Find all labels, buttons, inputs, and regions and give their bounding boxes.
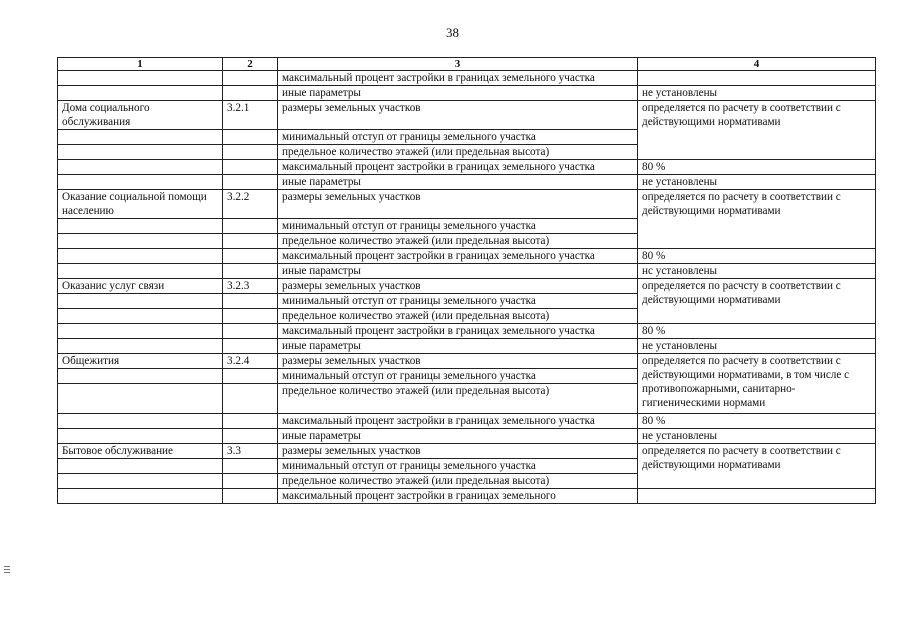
table-row: [58, 249, 876, 264]
cell-c1: [58, 384, 223, 414]
cell-c2: [223, 160, 278, 175]
cell-c3: иные параметры: [278, 429, 638, 444]
cell-c1: [58, 175, 223, 190]
table-row: [58, 429, 876, 444]
cell-c3: размеры земельных участков: [278, 444, 638, 459]
table-row: [58, 339, 876, 354]
cell-c3: размеры земельных участков: [278, 279, 638, 294]
cell-c2: 3.3: [223, 444, 278, 459]
cell-c4: определяется по расчету в соответствии с действующими нормативами, в том числе с противопожарными, санитарно-гигиеническими нормами: [638, 354, 876, 414]
cell-c2: [223, 219, 278, 234]
table-row: [58, 86, 876, 101]
cell-c2: [223, 459, 278, 474]
cell-c4: не установлены: [638, 175, 876, 190]
cell-c1: [58, 414, 223, 429]
cell-c2: [223, 369, 278, 384]
cell-c2: 3.2.2: [223, 190, 278, 219]
cell-c2: [223, 175, 278, 190]
column-header-1: 1: [58, 58, 223, 71]
cell-c3: предельное количество этажей (или предельная высота): [278, 234, 638, 249]
cell-c3: максимальный процент застройки в границах земельного участка: [278, 249, 638, 264]
table-row: [58, 264, 876, 279]
table-row: [58, 414, 876, 429]
cell-c4: 80 %: [638, 160, 876, 175]
cell-c3: минимальный отступ от границы земельного участка: [278, 219, 638, 234]
cell-c1: Общежития: [58, 354, 223, 369]
column-header-3: 3: [278, 58, 638, 71]
cell-c3: максимальный процент застройки в границах земельного: [278, 489, 638, 504]
cell-c1: [58, 71, 223, 86]
column-header-2: 2: [223, 58, 278, 71]
cell-c2: [223, 384, 278, 414]
cell-c3: максимальный процент застройки в границах земельного участка: [278, 324, 638, 339]
parameters-table: [57, 57, 876, 504]
cell-c2: [223, 309, 278, 324]
cell-c3: размеры земельных участков: [278, 101, 638, 130]
margin-mark: [4, 566, 10, 578]
cell-c2: [223, 414, 278, 429]
cell-c3: предельное количество этажей (или предельная высота): [278, 145, 638, 160]
cell-c1: [58, 249, 223, 264]
cell-c3: иные параметры: [278, 175, 638, 190]
cell-c1: [58, 324, 223, 339]
cell-c4: не установлены: [638, 429, 876, 444]
cell-c4: определяется по расчету в соответствии с действующими нормативами: [638, 101, 876, 160]
cell-c3: максимальный процент застройки в границах земельного участка: [278, 160, 638, 175]
cell-c2: [223, 489, 278, 504]
cell-c1: [58, 309, 223, 324]
cell-c1: [58, 234, 223, 249]
page-number: 38: [446, 25, 459, 40]
cell-c4: определяется по расчету в соответствии с действующими нормативами: [638, 444, 876, 489]
cell-c3: размеры земельных участков: [278, 354, 638, 369]
column-header-4: 4: [638, 58, 876, 71]
table-body: [58, 71, 876, 504]
table-row: [58, 444, 876, 459]
cell-c1: [58, 369, 223, 384]
cell-c2: [223, 429, 278, 444]
cell-c2: [223, 145, 278, 160]
cell-c2: [223, 71, 278, 86]
cell-c3: размеры земельных участков: [278, 190, 638, 219]
cell-c1: [58, 145, 223, 160]
cell-c2: [223, 130, 278, 145]
cell-c2: 3.2.1: [223, 101, 278, 130]
cell-c3: иные параметры: [278, 339, 638, 354]
cell-c1: [58, 160, 223, 175]
cell-c4: определяется по расчсту в соответствии с действующими нормативами: [638, 279, 876, 324]
cell-c1: [58, 219, 223, 234]
table-row: [58, 160, 876, 175]
cell-c3: минимальный отступ от границы земельного участка: [278, 459, 638, 474]
cell-c3: минимальный отступ от границы земельного участка: [278, 294, 638, 309]
cell-c1: [58, 294, 223, 309]
cell-c4: не установлены: [638, 86, 876, 101]
cell-c4: нс установлены: [638, 264, 876, 279]
cell-c2: [223, 474, 278, 489]
table-row: [58, 324, 876, 339]
cell-c2: [223, 339, 278, 354]
cell-c1: Оказанис услуг связи: [58, 279, 223, 294]
cell-c1: [58, 489, 223, 504]
cell-c3: минимальный отступ от границы земельного участка: [278, 130, 638, 145]
cell-c4: [638, 489, 876, 504]
cell-c4: определяется по расчету в соответствии с действующими нормативами: [638, 190, 876, 249]
cell-c1: [58, 429, 223, 444]
cell-c1: Бытовое обслуживание: [58, 444, 223, 459]
cell-c1: Дома социального обслуживания: [58, 101, 223, 130]
cell-c3: максимальный процент застройки в границах земельного участка: [278, 414, 638, 429]
cell-c3: иные парамстры: [278, 264, 638, 279]
cell-c3: предельное количество этажей (или предельная высота): [278, 384, 638, 414]
cell-c4: 80 %: [638, 414, 876, 429]
cell-c1: [58, 130, 223, 145]
cell-c2: 3.2.3: [223, 279, 278, 294]
cell-c4: 80 %: [638, 249, 876, 264]
cell-c1: [58, 264, 223, 279]
table-row: [58, 279, 876, 294]
cell-c3: предельное количество этажей (или предельная высота): [278, 309, 638, 324]
cell-c2: [223, 294, 278, 309]
cell-c3: минимальный отступ от границы земельного участка: [278, 369, 638, 384]
table-row: [58, 354, 876, 369]
cell-c2: [223, 249, 278, 264]
cell-c2: [223, 234, 278, 249]
cell-c3: максимальный процент застройки в границах земельного участка: [278, 71, 638, 86]
cell-c2: 3.2.4: [223, 354, 278, 369]
table-header-row: [58, 58, 876, 71]
cell-c4: 80 %: [638, 324, 876, 339]
cell-c2: [223, 324, 278, 339]
table-row: [58, 101, 876, 130]
cell-c3: иные параметры: [278, 86, 638, 101]
cell-c2: [223, 264, 278, 279]
table-row: [58, 175, 876, 190]
table-row: [58, 190, 876, 219]
cell-c1: [58, 459, 223, 474]
table-row: [58, 71, 876, 86]
cell-c1: Оказание социальной помощи населению: [58, 190, 223, 219]
cell-c3: предельное количество этажей (или предельная высота): [278, 474, 638, 489]
cell-c1: [58, 86, 223, 101]
cell-c2: [223, 86, 278, 101]
cell-c1: [58, 474, 223, 489]
cell-c4: не установлены: [638, 339, 876, 354]
table-row: [58, 489, 876, 504]
cell-c4: [638, 71, 876, 86]
cell-c1: [58, 339, 223, 354]
